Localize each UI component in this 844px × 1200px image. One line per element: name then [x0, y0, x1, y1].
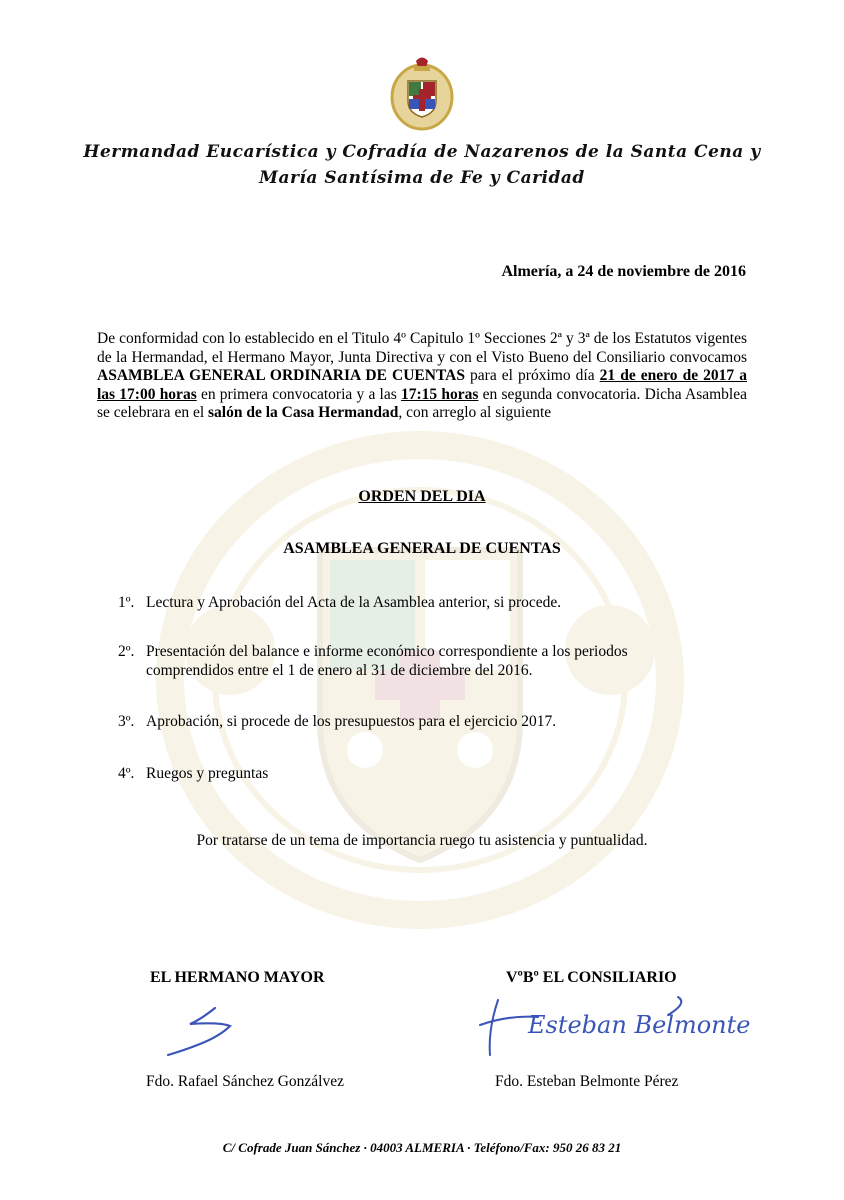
first-call-datetime: 21 de enero de 2017 a las 17:00 horas	[97, 367, 747, 403]
right-signatory-title: VºBº EL CONSILIARIO	[506, 969, 677, 986]
brotherhood-crest-logo	[388, 55, 456, 133]
agenda-title: ORDEN DEL DIA	[358, 488, 486, 505]
intro-text-2: para el próximo día	[464, 367, 600, 384]
agenda-subtitle: ASAMBLEA GENERAL DE CUENTAS	[283, 540, 561, 557]
assembly-name: ASAMBLEA GENERAL ORDINARIA DE CUENTAS	[97, 367, 465, 384]
agenda-item-text: Aprobación, si procede de los presupuestos para el ejercicio 2017.	[146, 713, 557, 730]
agenda-item-text: Ruegos y preguntas	[146, 765, 269, 782]
intro-text-1: De conformidad con lo establecido en el Titulo 4º Capitulo 1º Secciones 2ª y 3ª de los Estatutos vigentes de la Hermandad, el Hermano Mayor, Junta Directiva y con el Visto Bueno del Consiliario convocamos	[97, 330, 747, 366]
brotherhood-name-line-2: María Santísima de Fe y Caridad	[259, 168, 585, 188]
left-signature	[160, 1000, 290, 1060]
footer-address: C/ Cofrade Juan Sánchez · 04003 ALMERIA · Teléfono/Fax: 950 26 83 21	[222, 1140, 622, 1155]
intro-text-3: en primera convocatoria y a las	[196, 385, 401, 403]
agenda-item-text: Presentación del balance e informe económico correspondiente a los periodos comprendidos entre el 1 de enero al 31 de diciembre del 2016.	[146, 643, 628, 679]
intro-text-5: , con arreglo al siguiente	[398, 404, 552, 421]
signature-handwriting: Esteban Belmonte	[528, 1011, 751, 1039]
venue: salón de la Casa Hermandad	[208, 404, 399, 421]
letter-date: Almería, a 24 de noviembre de 2016	[501, 263, 746, 280]
brotherhood-name-line-1: Hermandad Eucarística y Cofradía de Nazarenos de la Santa Cena y	[83, 142, 761, 162]
intro-text-4: en segunda convocatoria. Dicha Asamblea se celebrara en el	[97, 385, 747, 421]
right-signature	[468, 985, 751, 1065]
agenda-item-number: 1º.	[118, 594, 135, 611]
agenda-item-number: 3º.	[118, 713, 135, 730]
left-signatory-name: Fdo. Rafael Sánchez Gonzálvez	[146, 1073, 344, 1090]
agenda-item-text: Lectura y Aprobación del Acta de la Asamblea anterior, si procede.	[146, 594, 562, 611]
left-signatory-title: EL HERMANO MAYOR	[150, 969, 325, 986]
closing-remark: Por tratarse de un tema de importancia ruego tu asistencia y puntualidad.	[196, 832, 648, 849]
agenda-item-number: 4º.	[118, 765, 135, 782]
right-signatory-name: Fdo. Esteban Belmonte Pérez	[495, 1073, 679, 1090]
second-call-time: 17:15 horas	[401, 385, 479, 403]
intro-paragraph	[97, 330, 747, 423]
agenda-item-number: 2º.	[118, 643, 135, 660]
